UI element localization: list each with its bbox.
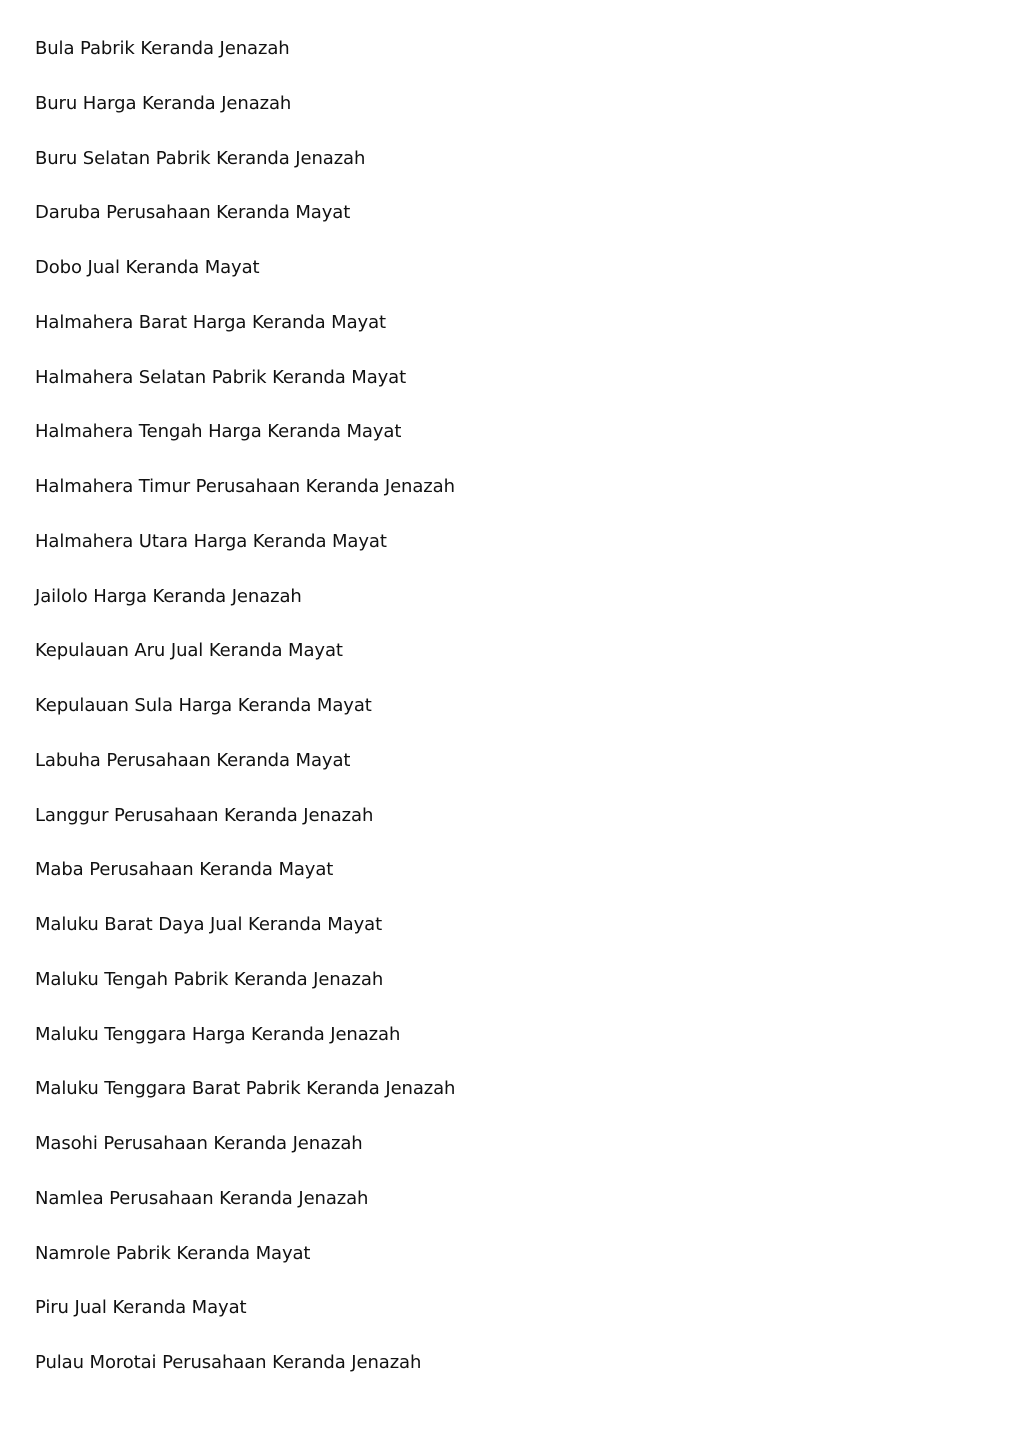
list-item: Maluku Tengah Pabrik Keranda Jenazah xyxy=(35,968,384,990)
list-item: Namlea Perusahaan Keranda Jenazah xyxy=(35,1187,369,1209)
list-item: Kepulauan Sula Harga Keranda Mayat xyxy=(35,695,372,716)
list-item: Masohi Perusahaan Keranda Jenazah xyxy=(35,1133,363,1154)
list-item: Maba Perusahaan Keranda Mayat xyxy=(35,859,334,881)
list-item: Labuha Perusahaan Keranda Mayat xyxy=(35,749,351,771)
list-item: Buru Selatan Pabrik Keranda Jenazah xyxy=(35,147,366,169)
list-item: Piru Jual Keranda Mayat xyxy=(35,1297,247,1319)
list-item: Pulau Morotai Perusahaan Keranda Jenazah xyxy=(35,1352,422,1373)
list-item: Daruba Perusahaan Keranda Mayat xyxy=(35,202,351,224)
list-item: Halmahera Utara Harga Keranda Mayat xyxy=(35,530,387,552)
list-item: Jailolo Harga Keranda Jenazah xyxy=(35,585,302,607)
list-item: Bula Pabrik Keranda Jenazah xyxy=(35,38,290,59)
keyword-list xyxy=(35,34,985,1403)
list-item: Buru Harga Keranda Jenazah xyxy=(35,92,292,114)
list-item: Langgur Perusahaan Keranda Jenazah xyxy=(35,804,374,826)
list-item: Halmahera Tengah Harga Keranda Mayat xyxy=(35,421,402,443)
list-item: Halmahera Barat Harga Keranda Mayat xyxy=(35,311,386,333)
list-item: Maluku Tenggara Harga Keranda Jenazah xyxy=(35,1023,401,1045)
list-item: Namrole Pabrik Keranda Mayat xyxy=(35,1242,311,1264)
list-item: Kepulauan Aru Jual Keranda Mayat xyxy=(35,640,343,662)
list-item: Halmahera Selatan Pabrik Keranda Mayat xyxy=(35,366,407,388)
list-item: Maluku Tenggara Barat Pabrik Keranda Jenazah xyxy=(35,1078,456,1100)
list-item: Dobo Jual Keranda Mayat xyxy=(35,257,260,278)
list-item: Maluku Barat Daya Jual Keranda Mayat xyxy=(35,914,383,935)
list-item: Halmahera Timur Perusahaan Keranda Jenazah xyxy=(35,476,455,497)
